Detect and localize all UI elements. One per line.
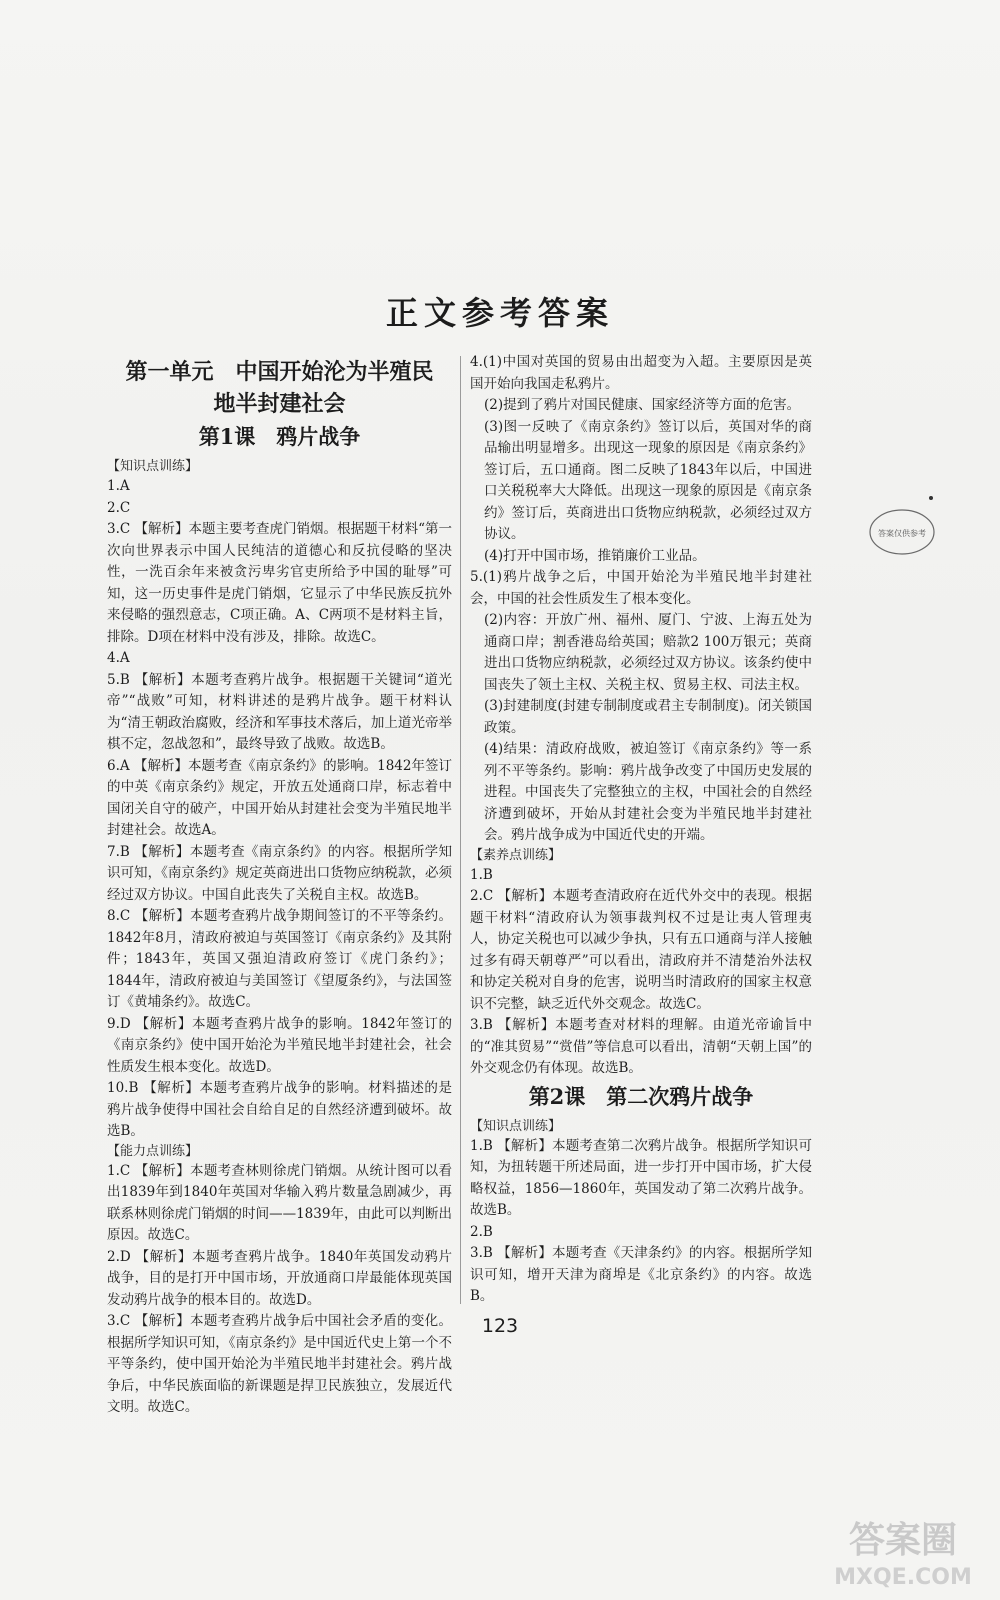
answer-item: 7.B 【解析】本题考查《南京条约》的内容。根据所学知识可知，《南京条约》规定英商进出口货物应纳税款，必须经过双方协议。中国自此丧失了关税自主权。故选B。	[107, 843, 452, 903]
answer-paragraph: (2)提到了鸦片对国民健康、国家经济等方面的危害。	[484, 397, 801, 413]
stamp-text: 答案仅供参考	[878, 529, 926, 538]
unit-title-line2: 地半封建社会	[213, 391, 346, 417]
watermark-line2: MXQE.COM	[834, 1565, 972, 1590]
watermark-logo	[818, 1510, 988, 1594]
answer-item: 2.B	[470, 1223, 493, 1240]
answer-item: 4.A	[107, 650, 130, 666]
answer-paragraph: (3)封建制度(封建专制制度或君主专制制度)。闭关锁国政策。	[484, 698, 812, 736]
answer-item: 2.D 【解析】本题考查鸦片战争。1840年英国发动鸦片战争，目的是打开中国市场，开放通商口岸最能体现英国发动鸦片战争的根本目的。故选D。	[107, 1248, 452, 1308]
watermark-line1: 答案圈	[848, 1520, 958, 1561]
answer-paragraph: (2)内容：开放广州、福州、厦门、宁波、上海五处为通商口岸；割香港岛给英国；赔款2 100万银元；英商进出口货物应纳税款，必须经过双方协议。该条约使中国丧失了领土主权、关税主权、贸易主权、司法主权。	[484, 612, 812, 693]
unit-title-line1: 第一单元 中国开始沦为半殖民	[125, 359, 434, 385]
answer-paragraph: (3)图一反映了《南京条约》签订以后，英国对华的商品输出明显增多。出现这一现象的原因是《南京条约》签订后，五口通商。图二反映了1843年以后，中国进口关税税率大大降低。出现这一现象的原因是《南京条约》签订后，英商进出口货物应纳税款，必须经过双方协议。	[484, 418, 812, 542]
answer-item: 9.D 【解析】本题考查鸦片战争的影响。1842年签订的《南京条约》使中国开始沦为半殖民地半封建社会，社会性质发生根本变化。故选D。	[107, 1015, 452, 1075]
answer-item: 6.A 【解析】本题考查《南京条约》的影响。1842年签订的中英《南京条约》规定，开放五处通商口岸，标志着中国闭关自守的破产，中国开始从封建社会变为半殖民地半封建社会。故选A。	[107, 757, 452, 838]
page-number: 123	[481, 1315, 519, 1337]
answer-item: 1.C 【解析】本题考查林则徐虎门销烟。从统计图可以看出1839年到1840年英国对华输入鸦片数量急剧减少，再联系林则徐虎门销烟的时间——1839年，由此可以判断出原因。故选C。	[107, 1162, 452, 1243]
stamp-icon	[867, 506, 937, 558]
answer-item: 3.C 【解析】本题主要考查虎门销烟。根据题干材料“第一次向世界表示中国人民纯洁的道德心和反抗侵略的坚决性，一洗百余年来被贪污卑劣官吏所给予中国的耻辱”可知，这一历史事件是虎门销烟，它显示了中华民族反抗外来侵略的强烈意志，C项正确。A、C两项不是材料主旨，排除。D项在材料中没有涉及，排除。故选C。	[107, 521, 452, 645]
right-column	[470, 352, 812, 1308]
column-divider	[460, 356, 461, 1304]
answer-item: 8.C 【解析】本题考查鸦片战争期间签订的不平等条约。1842年8月，清政府被迫与英国签订《南京条约》及其附件；1843年，英国又强迫清政府签订《虎门条约》；1844年，清政府被迫与美国签订《望厦条约》，与法国签订《黄埔条约》。故选C。	[107, 908, 452, 1010]
left-column	[107, 352, 452, 1419]
answer-item: 2.C	[107, 499, 131, 516]
answer-item: 3.B 【解析】本题考查《天津条约》的内容。根据所学知识可知，增开天津为商埠是《北京条约》的内容。故选B。	[470, 1245, 812, 1304]
answer-item: 5.B 【解析】本题考查鸦片战争。根据题干关键词“道光帝”“战败”可知，材料讲述的是鸦片战争。题干材料认为“清王朝政治腐败，经济和军事技术落后，加上道光帝举棋不定，忽战忽和”，最终导致了战败。故选B。	[107, 671, 452, 752]
answer-item: 1.B	[470, 866, 493, 883]
answer-item: 10.B 【解析】本题考查鸦片战争的影响。材料描述的是鸦片战争使得中国社会自给自足的自然经济遭到破坏。故选B。	[107, 1080, 452, 1139]
answer-item: 1.B 【解析】本题考查第二次鸦片战争。根据所学知识可知，为扭转题干所述局面，进一步打开中国市场，扩大侵略权益，1856—1860年，英国发动了第二次鸦片战争。故选B。	[470, 1137, 812, 1218]
answer-paragraph: (4)打开中国市场，推销廉价工业品。	[484, 547, 706, 564]
page-title: 正文参考答案	[385, 294, 614, 332]
answer-paragraph: (4)结果：清政府战败，被迫签订《南京条约》等一系列不平等条约。影响：鸦片战争改变了中国历史发展的进程。中国丧失了完整独立的主权，中国社会的自然经济遭到破坏，开始从封建社会变为半殖民地半封建社会。鸦片战争成为中国近代史的开端。	[484, 741, 812, 843]
answer-item: 1.A	[107, 478, 130, 494]
knowledge-section-label: 【知识点训练】	[107, 459, 199, 474]
ink-dot	[929, 496, 933, 500]
knowledge-section-label: 【知识点训练】	[470, 1118, 562, 1134]
answer-paragraph: 4.(1)中国对英国的贸易由出超变为入超。主要原因是英国开始向我国走私鸦片。	[470, 354, 812, 392]
answer-item-continued: 3.C 【解析】本题考查鸦片战争后中国社会矛盾的变化。根据所学知识可知，《南京条约》是中国近代史上第一个不平等条约，使中国开始沦为半殖民地半封建社会。鸦片战争后，中华民族面临的新课题是捍卫民族独立，发展近代文明。故选C。	[107, 1313, 452, 1415]
literacy-section-label: 【素养点训练】	[470, 847, 562, 863]
lesson2-title: 第2课 第二次鸦片战争	[528, 1083, 754, 1109]
unit-title	[107, 356, 452, 420]
answer-item: 3.B 【解析】本题考查对材料的理解。由道光帝谕旨中的“准其贸易”“赏借”等信息可以看出，清朝“天朝上国”的外交观念仍有体现。故选B。	[470, 1017, 812, 1076]
answer-item: 2.C 【解析】本题考查清政府在近代外交中的表现。根据题干材料“清政府认为领事裁判权不过是让夷人管理夷人，协定关税也可以减少争执，只有五口通商与洋人接触过多有碍天朝尊严”可以看出，清政府并不清楚治外法权和协定关税对自身的危害，说明当时清政府的国家主权意识不完整，缺乏近代外交观念。故选C。	[470, 888, 812, 1012]
ability-section-label: 【能力点训练】	[107, 1143, 199, 1159]
lesson1-title: 第1课 鸦片战争	[198, 424, 361, 449]
answer-paragraph: 5.(1)鸦片战争之后，中国开始沦为半殖民地半封建社会，中国的社会性质发生了根本变化。	[470, 569, 812, 607]
